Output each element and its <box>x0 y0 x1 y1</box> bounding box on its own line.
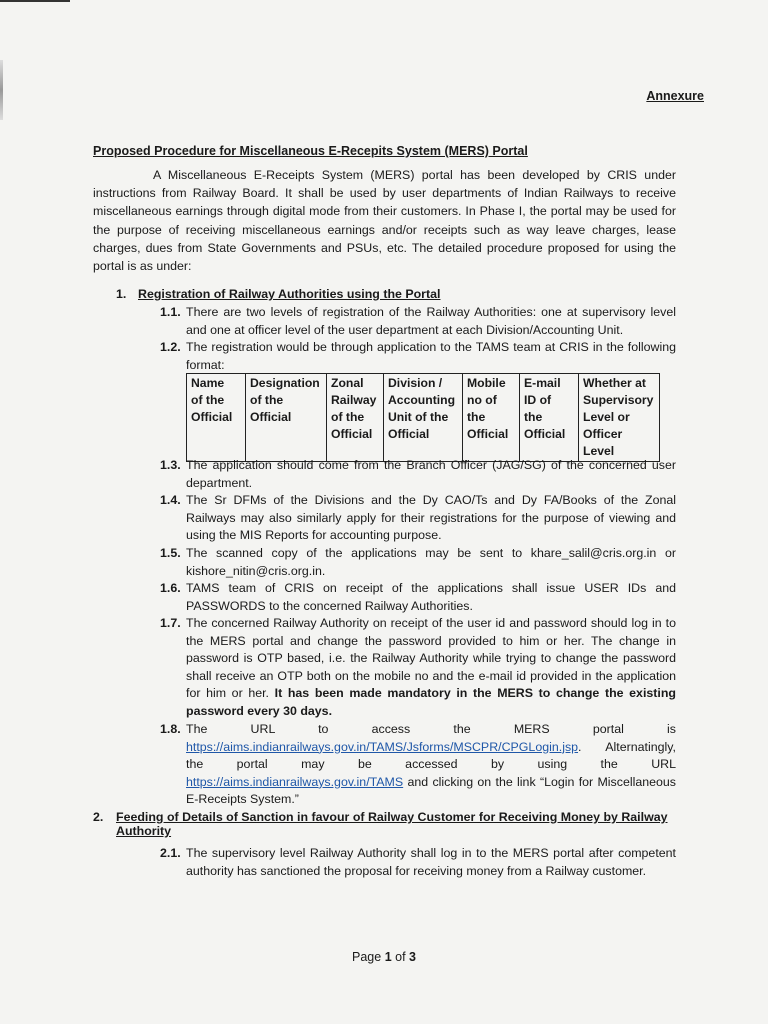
section-2-heading: Feeding of Details of Sanction in favour of Railway Customer for Receiving Money by Railway Authority <box>116 810 668 838</box>
table-header-mobile: Mobile no of the Official <box>463 374 520 462</box>
item-number: 1.1. <box>160 305 181 319</box>
table-header-zonal-railway: Zonal Railway of the Official <box>327 374 384 462</box>
item-number: 1.3. <box>160 458 181 472</box>
item-number: 1.5. <box>160 546 181 560</box>
item-text: The scanned copy of the applications may be sent to khare_salil@cris.org.in or kishore_nitin@cris.org.in. <box>186 546 676 578</box>
table-header-division: Division / Accounting Unit of the Official <box>384 374 463 462</box>
item-1-1 <box>160 304 676 339</box>
item-1-2 <box>160 339 676 374</box>
scan-artifact-line <box>0 0 70 2</box>
item-text: The registration would be through application to the TAMS team at CRIS in the following format: <box>186 340 676 372</box>
item-1-5 <box>160 545 676 580</box>
table-header-designation: Designation of the Official <box>246 374 327 462</box>
item-1-8 <box>160 721 676 809</box>
item-text: The concerned Railway Authority on receipt of the user id and password should log in to the MERS portal and change the password provided to him or her. The change in password is OTP based, i.e. the Railway Authority while trying to change the password shall receive an OTP both on the mobile no and the e-mail id provided in the application for him or her. It has been made mandatory in the MERS to change the existing password every 30 days. <box>186 616 676 718</box>
item-text: TAMS team of CRIS on receipt of the applications shall issue USER IDs and PASSWORDS to the concerned Railway Authorities. <box>186 581 676 613</box>
item-number: 1.7. <box>160 616 181 630</box>
intro-paragraph: A Miscellaneous E-Receipts System (MERS) portal has been developed by CRIS under instructions from Railway Board. It shall be used by user departments of Indian Railways to receive miscellaneous earnings through digital mode from their customers. In Phase I, the portal may be used for the purpose of receiving miscellaneous earnings and/or receipts such as way leave charges, lease charges, dues from State Governments and PSUs, etc. The detailed procedure proposed for using the portal is as under: <box>93 168 676 274</box>
item-text: The application should come from the Branch Officer (JAG/SG) of the concerned user department. <box>186 458 676 490</box>
table-header-email: E-mail ID of the Official <box>520 374 579 462</box>
mandatory-note: It has been made mandatory in the MERS to change the existing password every 30 days. <box>186 686 676 718</box>
item-text: The URL to access the MERS portal is https://aims.indianrailways.gov.in/TAMS/Jsforms/MSCPR/CPGLogin.jsp. Alternatingly, the portal may be accessed by using the URL https://aims.indianrailways.gov.in/TAMS and clicking on the link “Login for Miscellaneous E-Receipts System.” <box>186 722 676 807</box>
item-1-4 <box>160 492 676 545</box>
scan-artifact-edge <box>0 60 3 120</box>
item-number: 1.2. <box>160 340 181 354</box>
section-1-heading: Registration of Railway Authorities using the Portal <box>138 287 441 301</box>
item-number: 2.1. <box>160 846 181 860</box>
item-1-6 <box>160 580 676 615</box>
item-1-3 <box>160 457 676 492</box>
tams-link[interactable]: https://aims.indianrailways.gov.in/TAMS <box>186 774 404 789</box>
registration-format-table <box>186 373 660 462</box>
table-header-level: Whether at Supervisory Level or Officer Level <box>579 374 660 462</box>
table-row <box>187 374 660 462</box>
document-title: Proposed Procedure for Miscellaneous E-Recepits System (MERS) Portal <box>93 144 528 158</box>
table-header-name: Name of the Official <box>187 374 246 462</box>
page-number: Page 1 of 3 <box>352 950 416 964</box>
item-number: 1.6. <box>160 581 181 595</box>
item-text: The supervisory level Railway Authority shall log in to the MERS portal after competent authority has sanctioned the proposal for receiving money from a Railway customer. <box>186 846 676 878</box>
annexure-label: Annexure <box>646 89 704 103</box>
mers-login-link[interactable]: https://aims.indianrailways.gov.in/TAMS/Jsforms/MSCPR/CPGLogin.jsp <box>186 739 579 754</box>
item-2-1 <box>160 845 676 880</box>
item-text: There are two levels of registration of the Railway Authorities: one at supervisory level and one at officer level of the user department at each Division/Accounting Unit. <box>186 305 676 337</box>
item-text: The Sr DFMs of the Divisions and the Dy CAO/Ts and Dy FA/Books of the Zonal Railways may also similarly apply for their registrations for the purpose of viewing and using the MIS Reports for accounting purpose. <box>186 493 676 543</box>
item-1-7 <box>160 615 676 721</box>
item-number: 1.8. <box>160 722 181 736</box>
section-1-number: 1. <box>116 287 127 301</box>
item-number: 1.4. <box>160 493 181 507</box>
section-2-number: 2. <box>93 810 104 824</box>
